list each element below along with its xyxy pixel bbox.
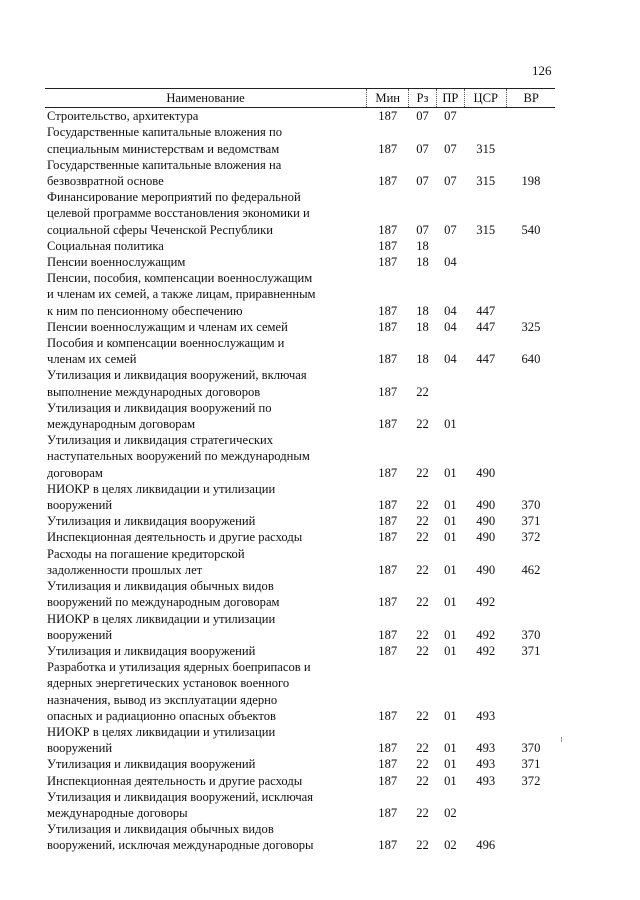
cell-pr: 04	[444, 352, 457, 367]
row-name-line: задолженности прошлых лет	[47, 562, 203, 577]
cell-min: 187	[378, 741, 398, 756]
cell-rz: 22	[416, 465, 429, 480]
table-row	[45, 108, 555, 125]
row-name	[45, 724, 367, 756]
cell-csr: 315	[476, 222, 496, 237]
table-row	[45, 432, 555, 481]
cell-min: 187	[378, 255, 398, 270]
cell-vr	[507, 238, 555, 254]
row-name-line: НИОКР в целях ликвидации и утилизации	[47, 611, 276, 626]
cell-min: 187	[378, 319, 398, 334]
cell-min: 187	[378, 643, 398, 658]
table-row	[45, 756, 555, 772]
row-name	[45, 643, 367, 659]
cell-pr: 01	[444, 530, 457, 545]
row-name	[45, 789, 367, 821]
row-name	[45, 513, 367, 529]
cell-pr: 07	[444, 174, 457, 189]
cell-vr	[507, 400, 555, 432]
row-name	[45, 367, 367, 399]
cell-rz: 22	[416, 708, 429, 723]
cell-vr	[507, 108, 555, 125]
header-csr: ЦСР	[465, 89, 507, 108]
cell-rz: 22	[416, 627, 429, 642]
row-name-line: социальной сферы Чеченской Республики	[47, 222, 273, 237]
cell-csr: 315	[476, 141, 496, 156]
cell-min: 187	[378, 174, 398, 189]
cell-pr: 04	[444, 319, 457, 334]
table-row	[45, 789, 555, 821]
row-name-line: опасных и радиационно опасных объектов	[47, 708, 276, 723]
cell-rz: 22	[416, 757, 429, 772]
cell-min: 187	[378, 773, 398, 788]
header-pr: ПР	[436, 89, 464, 108]
cell-csr: 492	[476, 595, 496, 610]
cell-rz: 22	[416, 384, 429, 399]
row-name	[45, 157, 367, 189]
row-name	[45, 611, 367, 643]
cell-csr: 490	[476, 530, 496, 545]
cell-pr	[436, 367, 464, 399]
cell-rz: 18	[416, 238, 429, 253]
cell-min: 187	[378, 514, 398, 529]
cell-pr: 02	[444, 838, 457, 853]
cell-rz: 22	[416, 595, 429, 610]
cell-vr: 462	[521, 562, 541, 577]
row-name-line: Утилизация и ликвидация стратегических	[47, 433, 274, 448]
table-row	[45, 724, 555, 756]
table-row	[45, 546, 555, 578]
row-name-line: Утилизация и ликвидация вооружений	[47, 643, 256, 658]
table-row	[45, 367, 555, 399]
cell-csr: 490	[476, 498, 496, 513]
cell-min: 187	[378, 838, 398, 853]
table-row	[45, 643, 555, 659]
row-name-line: международные договоры	[47, 805, 188, 820]
cell-vr	[507, 789, 555, 821]
row-name-line: Утилизация и ликвидация вооружений	[47, 514, 256, 529]
cell-vr: 325	[521, 319, 541, 334]
cell-vr: 370	[521, 498, 541, 513]
row-name	[45, 319, 367, 335]
row-name-line: выполнение международных договоров	[47, 384, 261, 399]
cell-min: 187	[378, 384, 398, 399]
cell-vr: 372	[521, 530, 541, 545]
cell-csr	[465, 238, 507, 254]
row-name-line: Строительство, архитектура	[47, 109, 199, 124]
table-row	[45, 400, 555, 432]
cell-pr: 01	[444, 757, 457, 772]
cell-pr: 01	[444, 643, 457, 658]
cell-pr: 04	[444, 303, 457, 318]
cell-csr: 493	[476, 757, 496, 772]
cell-rz: 18	[416, 352, 429, 367]
cell-min: 187	[378, 805, 398, 820]
row-name-line: НИОКР в целях ликвидации и утилизации	[47, 481, 276, 496]
row-name	[45, 773, 367, 789]
table-row	[45, 481, 555, 513]
cell-vr: 371	[521, 514, 541, 529]
cell-csr: 496	[476, 838, 496, 853]
row-name-line: Государственные капитальные вложения на	[47, 157, 282, 172]
cell-pr: 07	[444, 109, 457, 124]
cell-pr	[436, 238, 464, 254]
row-name	[45, 578, 367, 610]
cell-csr: 447	[476, 352, 496, 367]
cell-csr	[465, 108, 507, 125]
row-name-line: Пособия и компенсации военнослужащим и	[47, 336, 285, 351]
cell-rz: 18	[416, 319, 429, 334]
cell-pr: 01	[444, 514, 457, 529]
table-row	[45, 238, 555, 254]
row-name-line: Инспекционная деятельность и другие расходы	[47, 773, 303, 788]
row-name-line: Утилизация и ликвидация обычных видов	[47, 579, 274, 594]
row-name-line: вооружений, исключая международные договоры	[47, 838, 314, 853]
row-name-line: Расходы на погашение кредиторской	[47, 546, 245, 561]
row-name-line: наступательных вооружений по международным	[47, 449, 310, 464]
cell-csr	[465, 367, 507, 399]
cell-min: 187	[378, 352, 398, 367]
cell-rz: 22	[416, 643, 429, 658]
cell-vr	[507, 367, 555, 399]
cell-rz: 07	[416, 222, 429, 237]
cell-min: 187	[378, 141, 398, 156]
budget-table	[45, 88, 555, 854]
row-name-line: целевой программе восстановления экономики и	[47, 206, 310, 221]
cell-rz: 22	[416, 562, 429, 577]
row-name-line: договорам	[47, 465, 103, 480]
cell-min: 187	[378, 109, 398, 124]
cell-vr	[507, 124, 555, 156]
cell-csr: 493	[476, 773, 496, 788]
cell-csr: 493	[476, 708, 496, 723]
row-name	[45, 821, 367, 853]
row-name-line: Разработка и утилизация ядерных боеприпасов и	[47, 660, 311, 675]
cell-rz: 22	[416, 498, 429, 513]
cell-min: 187	[378, 627, 398, 642]
row-name-line: Пенсии военнослужащим и членам их семей	[47, 319, 288, 334]
row-name-line: международным договорам	[47, 417, 196, 432]
row-name-line: вооружений	[47, 741, 113, 756]
table-row	[45, 529, 555, 545]
row-name-line: Социальная политика	[47, 238, 164, 253]
cell-min: 187	[378, 498, 398, 513]
cell-pr: 02	[444, 805, 457, 820]
row-name-line: Утилизация и ликвидация вооружений	[47, 757, 256, 772]
row-name-line: Финансирование мероприятий по федеральной	[47, 190, 301, 205]
scan-mark	[561, 737, 562, 742]
row-name	[45, 270, 367, 319]
table-row	[45, 773, 555, 789]
table-row	[45, 124, 555, 156]
row-name-line: членам их семей	[47, 352, 137, 367]
row-name	[45, 481, 367, 513]
table-row	[45, 254, 555, 270]
cell-csr: 492	[476, 643, 496, 658]
cell-vr	[507, 270, 555, 319]
table-row	[45, 319, 555, 335]
cell-pr: 01	[444, 465, 457, 480]
row-name	[45, 432, 367, 481]
cell-min: 187	[378, 222, 398, 237]
table-row	[45, 821, 555, 853]
row-name	[45, 238, 367, 254]
row-name	[45, 659, 367, 724]
cell-rz: 18	[416, 255, 429, 270]
cell-pr: 01	[444, 417, 457, 432]
cell-csr: 315	[476, 174, 496, 189]
row-name-line: и членам их семей, а также лицам, приравненным	[47, 287, 316, 302]
cell-min: 187	[378, 708, 398, 723]
header-min: Мин	[367, 89, 409, 108]
row-name-line: Пенсии военнослужащим	[47, 255, 186, 270]
table-header-row	[45, 89, 555, 108]
cell-vr: 372	[521, 773, 541, 788]
header-rz: Рз	[409, 89, 436, 108]
cell-pr: 01	[444, 627, 457, 642]
cell-vr: 370	[521, 627, 541, 642]
cell-rz: 22	[416, 838, 429, 853]
cell-pr: 07	[444, 141, 457, 156]
row-name-line: Пенсии, пособия, компенсации военнослужащим	[47, 271, 313, 286]
row-name-line: Инспекционная деятельность и другие расходы	[47, 530, 303, 545]
cell-min: 187	[378, 303, 398, 318]
cell-rz: 22	[416, 773, 429, 788]
cell-pr: 01	[444, 562, 457, 577]
table-row	[45, 335, 555, 367]
row-name	[45, 108, 367, 125]
cell-csr: 493	[476, 741, 496, 756]
cell-pr: 01	[444, 708, 457, 723]
table-body	[45, 108, 555, 854]
cell-vr	[507, 821, 555, 853]
row-name-line: специальным министерствам и ведомствам	[47, 141, 280, 156]
cell-pr: 01	[444, 595, 457, 610]
row-name	[45, 335, 367, 367]
table-row	[45, 578, 555, 610]
row-name	[45, 124, 367, 156]
cell-pr: 07	[444, 222, 457, 237]
row-name	[45, 756, 367, 772]
cell-min: 187	[378, 595, 398, 610]
cell-pr: 01	[444, 498, 457, 513]
cell-min: 187	[378, 417, 398, 432]
cell-csr: 490	[476, 465, 496, 480]
table-row	[45, 659, 555, 724]
cell-vr: 198	[521, 174, 541, 189]
row-name-line: вооружений	[47, 498, 113, 513]
row-name	[45, 254, 367, 270]
header-name: Наименование	[45, 89, 367, 108]
cell-csr	[465, 400, 507, 432]
cell-pr: 01	[444, 741, 457, 756]
row-name-line: Утилизация и ликвидация обычных видов	[47, 822, 274, 837]
cell-rz: 22	[416, 805, 429, 820]
cell-vr	[507, 432, 555, 481]
page-number: 126	[532, 63, 552, 78]
table-row	[45, 189, 555, 238]
cell-min: 187	[378, 238, 398, 253]
row-name	[45, 400, 367, 432]
row-name	[45, 189, 367, 238]
cell-vr: 370	[521, 741, 541, 756]
cell-pr: 01	[444, 773, 457, 788]
cell-min: 187	[378, 757, 398, 772]
cell-rz: 07	[416, 141, 429, 156]
row-name-line: вооружений по международным договорам	[47, 595, 280, 610]
cell-vr	[507, 254, 555, 270]
cell-min: 187	[378, 465, 398, 480]
cell-csr	[465, 254, 507, 270]
row-name	[45, 546, 367, 578]
row-name-line: Утилизация и ликвидация вооружений, включая	[47, 368, 307, 383]
table-row	[45, 513, 555, 529]
row-name-line: вооружений	[47, 627, 113, 642]
row-name-line: Утилизация и ликвидация вооружений, исключая	[47, 789, 314, 804]
header-vr: ВР	[507, 89, 555, 108]
cell-csr: 447	[476, 303, 496, 318]
cell-rz: 07	[416, 174, 429, 189]
cell-vr: 371	[521, 757, 541, 772]
table-row	[45, 270, 555, 319]
cell-pr: 04	[444, 255, 457, 270]
cell-rz: 22	[416, 530, 429, 545]
cell-vr: 540	[521, 222, 541, 237]
cell-csr: 492	[476, 627, 496, 642]
cell-vr: 640	[521, 352, 541, 367]
row-name-line: НИОКР в целях ликвидации и утилизации	[47, 724, 276, 739]
cell-min: 187	[378, 562, 398, 577]
cell-csr: 490	[476, 514, 496, 529]
table-row	[45, 611, 555, 643]
cell-csr: 490	[476, 562, 496, 577]
row-name-line: Государственные капитальные вложения по	[47, 125, 283, 140]
row-name-line: ядерных энергетических установок военного	[47, 676, 290, 691]
row-name-line: Утилизация и ликвидация вооружений по	[47, 400, 272, 415]
cell-rz: 22	[416, 417, 429, 432]
cell-vr: 371	[521, 643, 541, 658]
row-name	[45, 529, 367, 545]
row-name-line: безвозвратной основе	[47, 174, 164, 189]
cell-rz: 22	[416, 514, 429, 529]
table-row	[45, 157, 555, 189]
row-name-line: к ним по пенсионному обеспечению	[47, 303, 243, 318]
cell-min: 187	[378, 530, 398, 545]
cell-vr	[507, 578, 555, 610]
cell-rz: 07	[416, 109, 429, 124]
cell-csr	[465, 789, 507, 821]
row-name-line: назначения, вывод из эксплуатации ядерно	[47, 692, 278, 707]
cell-csr: 447	[476, 319, 496, 334]
cell-vr	[507, 659, 555, 724]
cell-rz: 22	[416, 741, 429, 756]
cell-rz: 18	[416, 303, 429, 318]
